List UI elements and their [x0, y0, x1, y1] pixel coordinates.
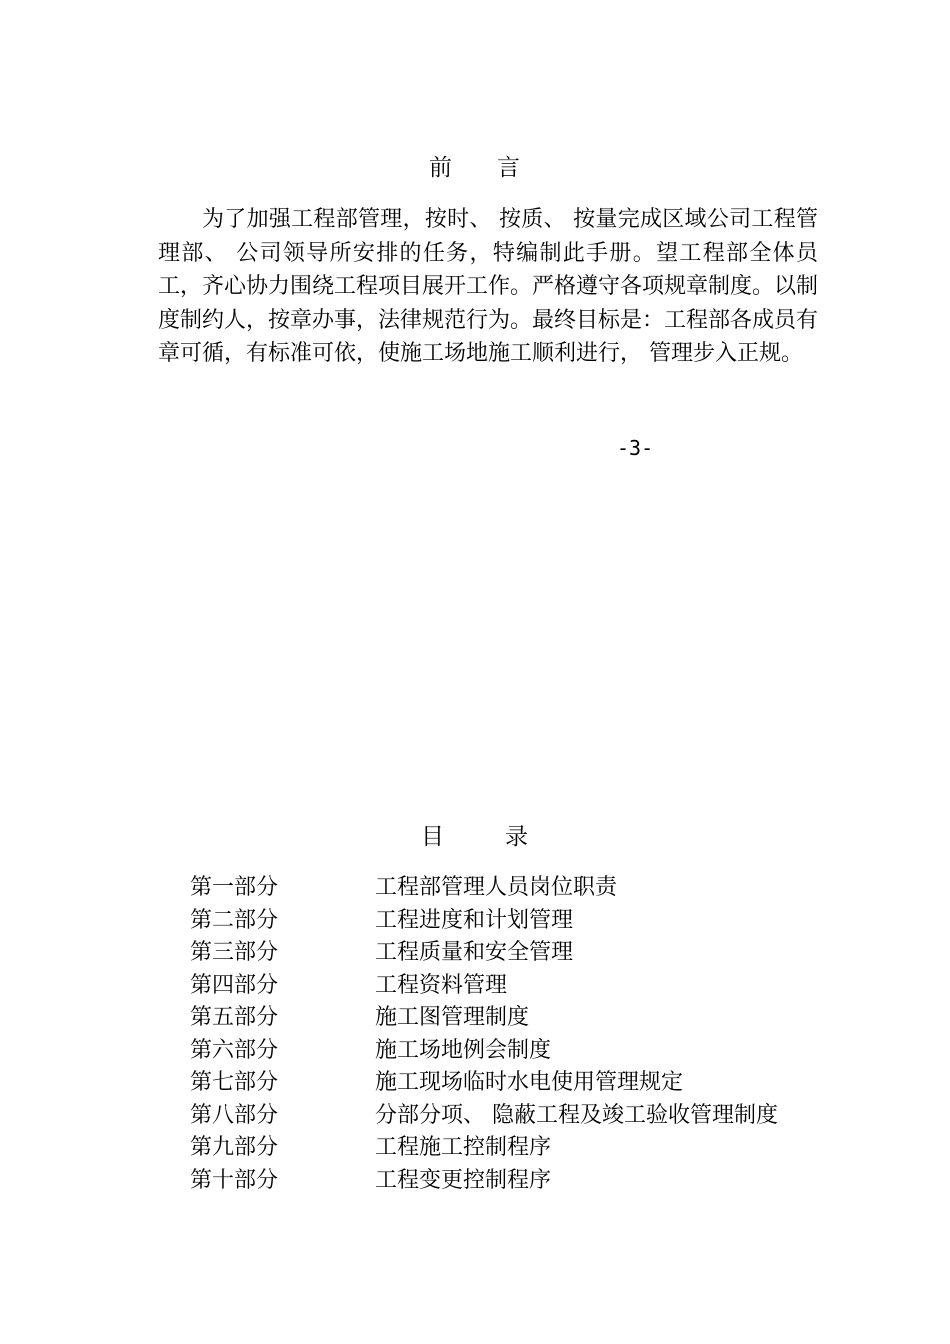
toc-part-title: 工程进度和计划管理 [375, 907, 574, 933]
toc-item[interactable] [190, 970, 778, 1003]
table-of-contents [190, 872, 778, 1197]
toc-item[interactable] [190, 937, 778, 970]
toc-part-title: 工程资料管理 [375, 972, 508, 998]
preface-body [158, 203, 818, 371]
toc-part-label: 第四部分 [190, 972, 279, 998]
toc-item[interactable] [190, 905, 778, 938]
preface-paragraph: 为了加强工程部管理，按时、 按质、 按量完成区域公司工程管理部、 公司领导所安排的任务，特编制此手册。望工程部全体员工，齐心协力围绕工程项目展开工作。严格遵守各项规章制度。以制度制约人，按章办事，法律规范行为。最终目标是：工程部各成员有章可循，有标准可依，使施工场地施工顺利进行， 管理步入正规。 [158, 207, 819, 366]
toc-title [0, 818, 950, 851]
preface-title [0, 149, 950, 182]
toc-part-label: 第八部分 [190, 1102, 279, 1128]
toc-part-label: 第七部分 [190, 1070, 279, 1095]
toc-part-title: 工程部管理人员岗位职责 [375, 875, 618, 900]
page-number: -3- [617, 436, 654, 460]
toc-item[interactable] [190, 1132, 778, 1165]
toc-item[interactable] [190, 872, 778, 905]
toc-part-label: 第五部分 [190, 1005, 279, 1030]
toc-part-title: 施工场地例会制度 [375, 1037, 552, 1063]
toc-part-title: 工程施工控制程序 [375, 1135, 552, 1160]
preface-title-char-1: 前 [429, 155, 453, 181]
toc-part-label: 第九部分 [190, 1135, 279, 1160]
toc-item[interactable] [190, 1002, 778, 1035]
preface-title-char-2: 言 [497, 155, 521, 181]
toc-part-title: 施工现场临时水电使用管理规定 [375, 1070, 684, 1095]
toc-part-title: 分部分项、 隐蔽工程及竣工验收管理制度 [375, 1102, 778, 1128]
toc-part-label: 第六部分 [190, 1037, 279, 1063]
toc-item[interactable] [190, 1067, 778, 1100]
toc-item[interactable] [190, 1100, 778, 1133]
toc-item[interactable] [190, 1035, 778, 1068]
toc-title-char-1: 目 [421, 824, 445, 850]
toc-part-title: 工程质量和安全管理 [375, 940, 574, 965]
toc-title-char-2: 录 [505, 824, 529, 850]
toc-part-label: 第十部分 [190, 1167, 279, 1193]
toc-part-label: 第三部分 [190, 940, 279, 965]
toc-part-title: 施工图管理制度 [375, 1005, 530, 1030]
toc-part-label: 第一部分 [190, 875, 279, 900]
toc-part-label: 第二部分 [190, 907, 279, 933]
toc-part-title: 工程变更控制程序 [375, 1167, 552, 1193]
toc-item[interactable] [190, 1165, 778, 1198]
